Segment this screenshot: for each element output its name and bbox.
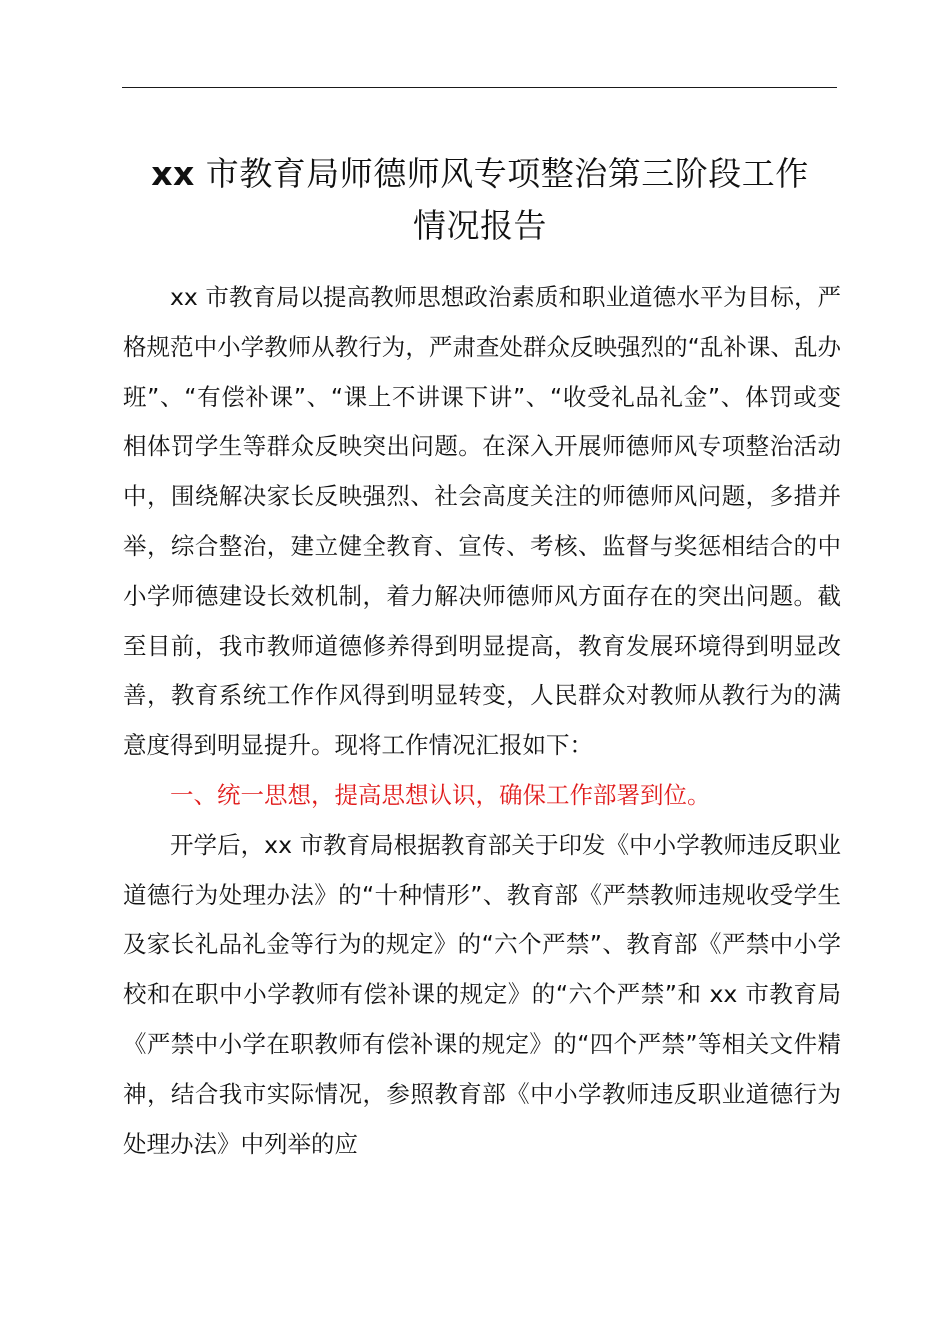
header-rule [122, 87, 837, 88]
title-line2: 情况报告 [413, 206, 547, 245]
section-heading-1: 一、统一思想，提高思想认识，确保工作部署到位。 [170, 780, 711, 809]
document-title [100, 148, 860, 252]
document-body [123, 273, 841, 1169]
paragraph-section-1: 开学后，xx 市教育局根据教育部关于印发《中小学教师违反职业道德行为处理办法》的“十种情形”、教育部《严禁教师违规收受学生及家长礼品礼金等行为的规定》的“六个严禁”、教育部《严禁中小学校和在职中小学教师有偿补课的规定》的“六个严禁”和 xx 市教育局《严禁中小学在职教师有偿补课的规定》的“四个严禁”等相关文件精神，结合我市实际情况，参照教育部《中小学教师违反职业道德行为处理办法》中列举的应 [123, 830, 841, 1158]
paragraph-intro: xx 市教育局以提高教师思想政治素质和职业道德水平为目标，严格规范中小学教师从教行为，严肃查处群众反映强烈的“乱补课、乱办班”、“有偿补课”、“课上不讲课下讲”、“收受礼品礼金”、体罚或变相体罚学生等群众反映突出问题。在深入开展师德师风专项整治活动中，围绕解决家长反映强烈、社会高度关注的师德师风问题，多措并举，综合整治，建立健全教育、宣传、考核、监督与奖惩相结合的中小学师德建设长效机制，着力解决师德师风方面存在的突出问题。截至目前，我市教师道德修养得到明显提高，教育发展环境得到明显改善，教育系统工作作风得到明显转变，人民群众对教师从教行为的满意度得到明显提升。现将工作情况汇报如下： [123, 283, 841, 760]
title-prefix: xx [151, 154, 195, 193]
title-line1: 市教育局师德师风专项整治第三阶段工作 [194, 154, 809, 193]
